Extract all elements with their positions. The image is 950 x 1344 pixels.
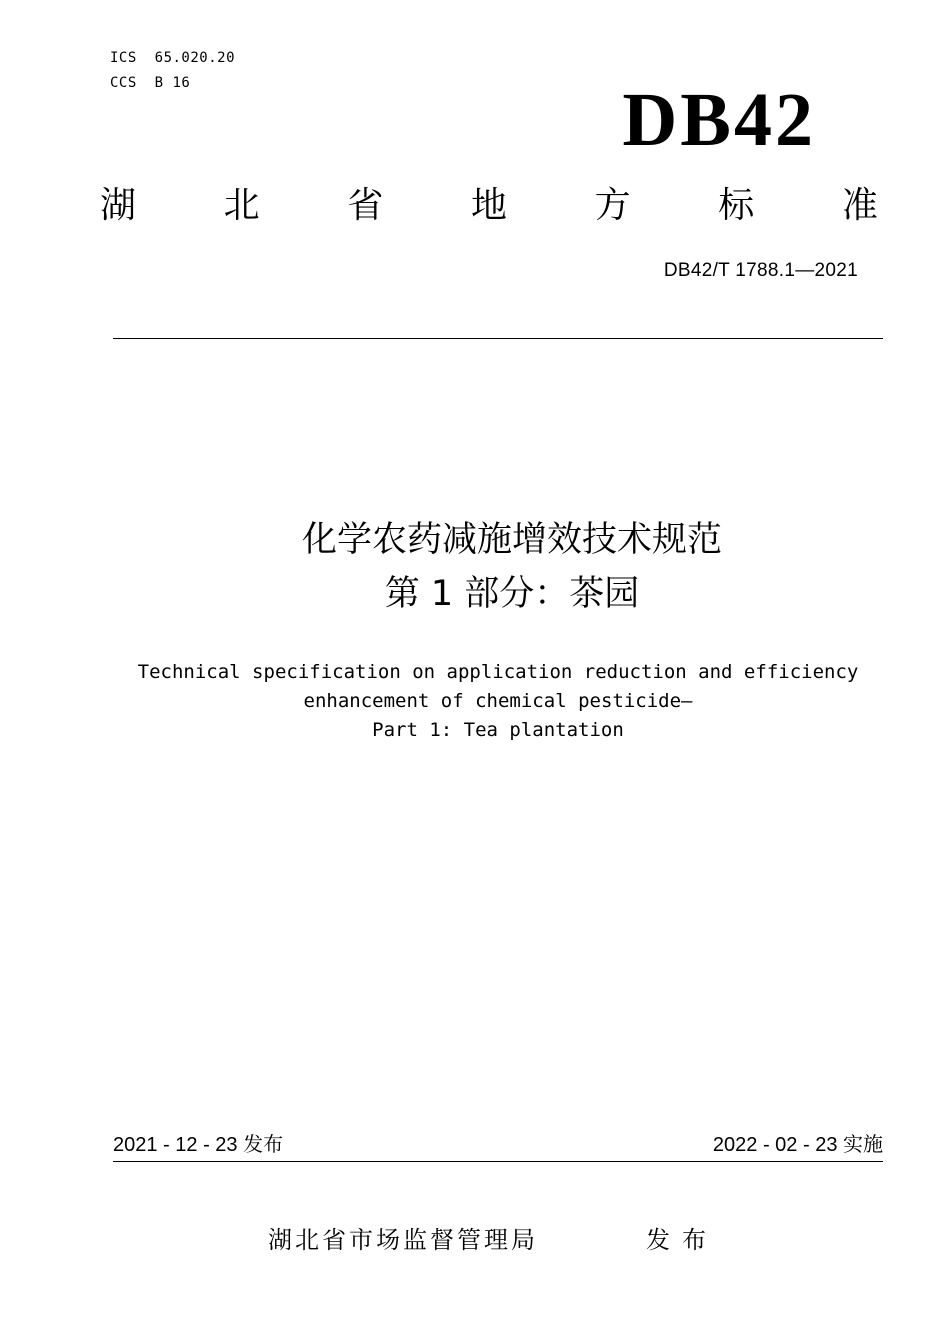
publish-date: 2021 - 12 - 23 发布 (113, 1134, 284, 1156)
standard-type-char: 准 (841, 185, 878, 226)
issuing-authority: 湖北省市场监督管理局 (268, 1226, 538, 1254)
english-title-line-3: Part 1: Tea plantation (372, 719, 624, 741)
standard-type-char: 省 (347, 185, 384, 226)
implement-date: 2022 - 02 - 23 实施 (712, 1134, 883, 1156)
standard-type-char: 地 (470, 185, 507, 226)
standard-type-char: 方 (594, 185, 631, 226)
chinese-title-line-2: 第 1 部分：茶园 (384, 574, 640, 614)
standard-number: DB42/T 1788.1—2021 (663, 260, 858, 281)
english-title-line-1: Technical specification on application reduction and efficiency (137, 661, 859, 683)
chinese-title-line-1: 化学农药减施增效技术规范 (301, 520, 722, 560)
standard-type-char: 标 (718, 185, 755, 226)
issue-action: 发布 (646, 1226, 718, 1254)
standard-type-char: 湖 (100, 185, 137, 226)
header-divider (113, 338, 883, 339)
standard-type-char: 北 (223, 185, 260, 226)
english-title-line-2: enhancement of chemical pesticide— (303, 690, 693, 712)
db-mark-logo: DB42 (622, 78, 816, 162)
standard-type-heading (100, 182, 878, 230)
classification-codes (110, 46, 235, 96)
ics-code: ICS 65.020.20 (110, 50, 236, 66)
footer-divider (113, 1161, 883, 1162)
ccs-code: CCS B 16 (110, 75, 191, 91)
